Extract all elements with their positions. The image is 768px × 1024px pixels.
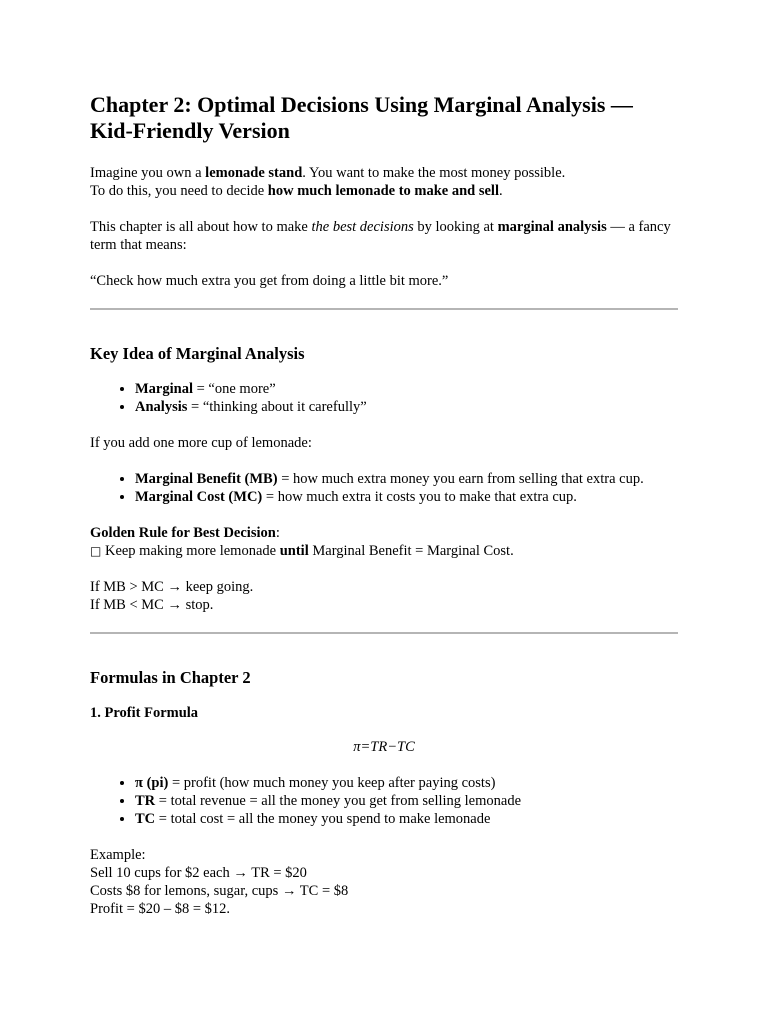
list-item — [135, 470, 678, 488]
section-divider — [90, 632, 678, 634]
definition-term: Analysis — [135, 399, 188, 415]
formula-term-text: = total cost = all the money you spend to make lemonade — [155, 811, 491, 827]
example-text: Profit = $20 – $8 = $12. — [90, 901, 231, 917]
profit-formula-subheading: 1. Profit Formula — [90, 705, 199, 721]
formula-terms-list — [90, 774, 678, 828]
rules-paragraph — [90, 578, 678, 614]
golden-until: until — [279, 543, 309, 559]
about-text: by looking at — [413, 219, 498, 235]
definition-text: = “thinking about it carefully” — [187, 399, 367, 415]
lead-paragraph: If you add one more cup of lemonade: — [90, 435, 312, 451]
formula-term: TC — [135, 811, 156, 827]
list-item — [135, 774, 678, 792]
list-item — [135, 488, 678, 506]
example-label: Example: — [90, 847, 146, 863]
intro-bold-decision: how much lemonade to make and sell — [267, 183, 499, 199]
golden-text: Keep making more lemonade — [101, 543, 280, 559]
quote-paragraph: “Check how much extra you get from doing a little bit more.” — [90, 273, 449, 289]
intro-text: To do this, you need to decide — [90, 183, 268, 199]
intro-text: . You want to make the most money possible. — [302, 165, 566, 181]
right-arrow-icon: → — [281, 883, 297, 899]
formula-term: TR — [135, 793, 156, 809]
formula-term: π (pi) — [135, 775, 169, 791]
right-arrow-icon: → — [167, 597, 182, 613]
right-arrow-icon: → — [233, 865, 248, 881]
list-item — [135, 380, 678, 398]
term-text: = how much extra it costs you to make that extra cup. — [262, 489, 577, 505]
intro-bold-lemonade-stand: lemonade stand — [205, 165, 303, 181]
about-text: This chapter is all about how to make — [90, 219, 312, 235]
golden-rule-label: Golden Rule for Best Decision — [90, 525, 276, 541]
about-italic: the best decisions — [311, 219, 414, 235]
about-text: — a fancy term that means: — [90, 219, 671, 253]
page-title: Chapter 2: Optimal Decisions Using Marginal Analysis — Kid-Friendly Version — [90, 92, 633, 143]
missing-glyph-icon: □ — [90, 544, 102, 558]
golden-colon: : — [275, 525, 280, 541]
term-text: = how much extra money you earn from selling that extra cup. — [277, 471, 644, 487]
formula-term-text: = profit (how much money you keep after paying costs) — [168, 775, 496, 791]
intro-text: . — [499, 183, 503, 199]
definition-term: Marginal — [135, 381, 193, 397]
list-item — [135, 810, 678, 828]
right-arrow-icon: → — [167, 579, 182, 595]
example-text: Sell 10 cups for $2 each — [90, 865, 234, 881]
golden-rule-paragraph — [90, 524, 678, 560]
rule-text: If MB > MC — [90, 579, 168, 595]
about-bold: marginal analysis — [497, 219, 607, 235]
marginal-terms-list — [90, 470, 678, 506]
definition-text: = “one more” — [193, 381, 276, 397]
profit-formula: π=TR−TC — [353, 739, 415, 755]
intro-text: Imagine you own a — [90, 165, 206, 181]
key-idea-heading: Key Idea of Marginal Analysis — [90, 344, 305, 363]
formula-term-text: = total revenue = all the money you get from selling lemonade — [155, 793, 522, 809]
example-text: TR = $20 — [247, 865, 307, 881]
intro-paragraph — [90, 164, 678, 200]
chapter-about-paragraph — [90, 218, 678, 254]
example-paragraph — [90, 846, 678, 918]
rule-text: keep going. — [181, 579, 254, 595]
term-bold: Marginal Cost (MC) — [135, 489, 263, 505]
example-text: Costs $8 for lemons, sugar, cups — [90, 883, 282, 899]
section-divider — [90, 308, 678, 310]
rule-text: stop. — [181, 597, 214, 613]
example-text: TC = $8 — [296, 883, 349, 899]
list-item — [135, 398, 678, 416]
list-item — [135, 792, 678, 810]
golden-text: Marginal Benefit = Marginal Cost. — [308, 543, 514, 559]
formulas-heading: Formulas in Chapter 2 — [90, 668, 251, 687]
definition-list — [90, 380, 678, 416]
rule-text: If MB < MC — [90, 597, 168, 613]
term-bold: Marginal Benefit (MB) — [135, 471, 278, 487]
